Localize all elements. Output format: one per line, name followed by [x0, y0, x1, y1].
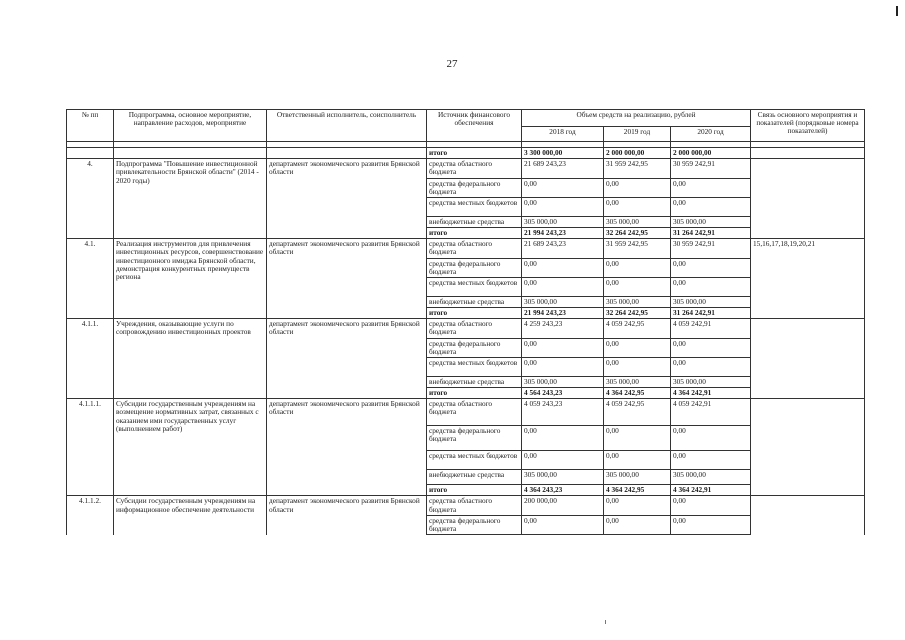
- header-subprogram: Подпрограмма, основное мероприятие, направление расходов, мероприятие: [114, 110, 267, 142]
- table-row: [67, 159, 865, 178]
- amount-2020: 305 000,00: [671, 376, 751, 387]
- section-number: 4.: [67, 159, 114, 239]
- total-2018: 3 300 000,00: [522, 148, 604, 159]
- amount-2019: 305 000,00: [604, 216, 671, 227]
- funding-source: средства областного бюджета: [427, 319, 522, 338]
- section-executor: департамент экономического развития Брянской области: [267, 319, 427, 399]
- section-name: Субсидии государственным учреждениям на информационное обеспечение деятельности: [114, 496, 267, 535]
- amount-2019: 31 959 242,95: [604, 239, 671, 258]
- table-row: [67, 496, 865, 515]
- amount-2020: 0,00: [671, 258, 751, 277]
- total-2020: 2 000 000,00: [671, 148, 751, 159]
- amount-2019: 0,00: [604, 426, 671, 451]
- amount-2020: 0,00: [671, 338, 751, 357]
- section-number: 4.1.: [67, 239, 114, 319]
- page-number: 27: [446, 58, 458, 70]
- amount-2018: 305 000,00: [522, 296, 604, 307]
- amount-2019: 4 364 242,95: [604, 388, 671, 399]
- amount-2020: 0,00: [671, 178, 751, 197]
- amount-2019: 0,00: [604, 496, 671, 515]
- section-executor: департамент экономического развития Брянской области: [267, 239, 427, 319]
- section-executor: департамент экономического развития Брянской области: [267, 399, 427, 496]
- funding-source: средства областного бюджета: [427, 399, 522, 426]
- section-indicator-link: [751, 319, 865, 399]
- amount-2019: 0,00: [604, 357, 671, 376]
- section-name: Субсидии государственным учреждениям на возмещение нормативных затрат, связанных с оказанием ими государственных услуг (выполнением работ): [114, 399, 267, 496]
- header-executor: Ответственный исполнитель, соисполнитель: [267, 110, 427, 142]
- amount-2020: 4 364 242,91: [671, 485, 751, 496]
- amount-2020: 0,00: [671, 515, 751, 534]
- amount-2020: 4 364 242,91: [671, 388, 751, 399]
- section-executor: департамент экономического развития Брянской области: [267, 496, 427, 535]
- funding-source: средства федерального бюджета: [427, 178, 522, 197]
- header-source: Источник финансового обеспечения: [427, 110, 522, 142]
- funding-source: средства областного бюджета: [427, 496, 522, 515]
- total-2019: 2 000 000,00: [604, 148, 671, 159]
- section-name: Реализация инструментов для привлечения инвестиционных ресурсов, совершенствование инвестиционного имиджа Брянской области, демонстрация конкурентных преимуществ региона: [114, 239, 267, 319]
- section-name: Учреждения, оказывающие услуги по сопровождению инвестиционных проектов: [114, 319, 267, 399]
- amount-2019: 4 364 242,95: [604, 485, 671, 496]
- amount-2019: 31 959 242,95: [604, 159, 671, 178]
- amount-2020: 0,00: [671, 197, 751, 216]
- amount-2018: 200 000,00: [522, 496, 604, 515]
- funding-source: итого: [427, 388, 522, 399]
- amount-2020: 305 000,00: [671, 216, 751, 227]
- funding-source: средства местных бюджетов: [427, 357, 522, 376]
- amount-2018: 21 689 243,23: [522, 239, 604, 258]
- header-year-2018: 2018 год: [522, 127, 604, 142]
- amount-2018: 21 689 243,23: [522, 159, 604, 178]
- funding-source: средства федерального бюджета: [427, 426, 522, 451]
- amount-2019: 4 059 242,95: [604, 319, 671, 338]
- amount-2020: 0,00: [671, 451, 751, 470]
- amount-2020: 0,00: [671, 357, 751, 376]
- header-num: № пп: [67, 110, 114, 142]
- budget-table: [66, 109, 865, 535]
- amount-2019: 0,00: [604, 258, 671, 277]
- funding-source: итого: [427, 228, 522, 239]
- section-number: 4.1.1.2.: [67, 496, 114, 535]
- amount-2018: 0,00: [522, 426, 604, 451]
- amount-2020: 305 000,00: [671, 470, 751, 485]
- amount-2019: 0,00: [604, 515, 671, 534]
- header-year-2020: 2020 год: [671, 127, 751, 142]
- amount-2020: 4 059 242,91: [671, 399, 751, 426]
- section-indicator-link: [751, 399, 865, 496]
- section-indicator-link: 15,16,17,18,19,20,21: [751, 239, 865, 319]
- amount-2018: 305 000,00: [522, 216, 604, 227]
- funding-source: средства местных бюджетов: [427, 451, 522, 470]
- amount-2019: 0,00: [604, 277, 671, 296]
- amount-2020: 305 000,00: [671, 296, 751, 307]
- funding-source: средства федерального бюджета: [427, 258, 522, 277]
- scan-dot-mark: [605, 620, 606, 624]
- amount-2020: 0,00: [671, 277, 751, 296]
- funding-source: средства федерального бюджета: [427, 515, 522, 534]
- table-row: [67, 239, 865, 258]
- amount-2018: 4 564 243,23: [522, 388, 604, 399]
- amount-2019: 32 264 242,95: [604, 228, 671, 239]
- amount-2019: 32 264 242,95: [604, 308, 671, 319]
- amount-2018: 0,00: [522, 197, 604, 216]
- section-number: 4.1.1.: [67, 319, 114, 399]
- amount-2020: 31 264 242,91: [671, 308, 751, 319]
- section-number: 4.1.1.1.: [67, 399, 114, 496]
- amount-2019: 0,00: [604, 451, 671, 470]
- amount-2020: 0,00: [671, 426, 751, 451]
- section-indicator-link: [751, 159, 865, 239]
- amount-2018: 305 000,00: [522, 376, 604, 387]
- amount-2019: 0,00: [604, 178, 671, 197]
- amount-2018: 305 000,00: [522, 470, 604, 485]
- amount-2019: 305 000,00: [604, 296, 671, 307]
- amount-2020: 30 959 242,91: [671, 159, 751, 178]
- amount-2018: 21 994 243,23: [522, 308, 604, 319]
- table-header: [67, 110, 865, 142]
- amount-2018: 0,00: [522, 451, 604, 470]
- funding-source: средства областного бюджета: [427, 159, 522, 178]
- table-body: [67, 142, 865, 535]
- amount-2018: 0,00: [522, 178, 604, 197]
- amount-2019: 305 000,00: [604, 376, 671, 387]
- amount-2020: 0,00: [671, 496, 751, 515]
- header-volume: Объем средств на реализацию, рублей: [522, 110, 751, 127]
- funding-source: средства областного бюджета: [427, 239, 522, 258]
- amount-2018: 0,00: [522, 338, 604, 357]
- funding-source: внебюджетные средства: [427, 470, 522, 485]
- header-year-2019: 2019 год: [604, 127, 671, 142]
- amount-2019: 0,00: [604, 338, 671, 357]
- amount-2018: 4 364 243,23: [522, 485, 604, 496]
- funding-source: средства местных бюджетов: [427, 277, 522, 296]
- section-executor: департамент экономического развития Брянской области: [267, 159, 427, 239]
- table-row: [67, 319, 865, 338]
- amount-2019: 4 059 242,95: [604, 399, 671, 426]
- funding-source: итого: [427, 308, 522, 319]
- section-name: Подпрограмма "Повышение инвестиционной привлекательности Брянской области" (2014 - 2020 годы): [114, 159, 267, 239]
- amount-2020: 4 059 242,91: [671, 319, 751, 338]
- amount-2018: 4 059 243,23: [522, 399, 604, 426]
- amount-2020: 31 264 242,91: [671, 228, 751, 239]
- funding-source: итого: [427, 485, 522, 496]
- amount-2018: 4 259 243,23: [522, 319, 604, 338]
- amount-2018: 0,00: [522, 515, 604, 534]
- funding-source: средства федерального бюджета: [427, 338, 522, 357]
- funding-source: внебюджетные средства: [427, 296, 522, 307]
- amount-2018: 0,00: [522, 357, 604, 376]
- table-row: [67, 399, 865, 426]
- amount-2018: 21 994 243,23: [522, 228, 604, 239]
- section-indicator-link: [751, 496, 865, 535]
- funding-source: внебюджетные средства: [427, 216, 522, 227]
- header-link: Связь основного мероприятия и показателей (порядковые номера показателей): [751, 110, 865, 142]
- amount-2018: 0,00: [522, 258, 604, 277]
- amount-2019: 0,00: [604, 197, 671, 216]
- total-label: итого: [427, 148, 522, 159]
- amount-2020: 30 959 242,91: [671, 239, 751, 258]
- top-total-row: [67, 148, 865, 159]
- scan-edge-mark: [896, 6, 898, 16]
- funding-source: внебюджетные средства: [427, 376, 522, 387]
- amount-2018: 0,00: [522, 277, 604, 296]
- funding-source: средства местных бюджетов: [427, 197, 522, 216]
- amount-2019: 305 000,00: [604, 470, 671, 485]
